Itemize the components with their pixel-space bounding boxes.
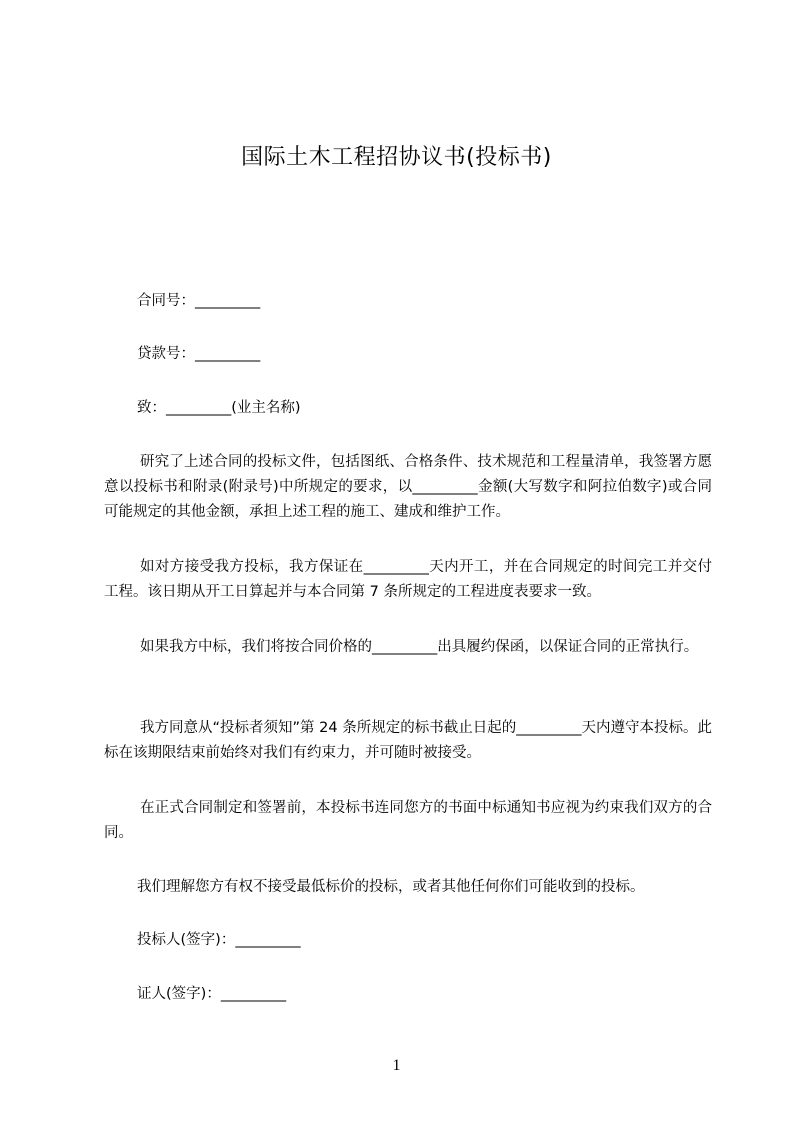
paragraph-performance-guarantee: 如果我方中标，我们将按合同价格的_________出具履约保函，以保证合同的正常执行。 <box>140 639 699 655</box>
loan-number-line: 贷款号：_________ <box>137 346 261 362</box>
contract-number-line: 合同号：_________ <box>137 293 261 309</box>
witness-signature-line: 证人(签字)：_________ <box>137 986 287 1002</box>
page-number: 1 <box>392 1057 401 1074</box>
document-title: 国际土木工程招协议书(投标书) <box>241 145 552 170</box>
addressee-line: 致：_________(业主名称) <box>137 400 301 416</box>
paragraph-validity: 我方同意从“投标者须知”第 24 条所规定的标书截止日起的_________天内遵守本投标。此标在该期限结束前始终对我们有约束力，并可随时被接受。 <box>104 720 712 761</box>
bidder-signature-line: 投标人(签字)：_________ <box>137 932 301 948</box>
paragraph-binding-contract: 在正式合同制定和签署前，本投标书连同您方的书面中标通知书应视为约束我们双方的合同。 <box>104 800 712 841</box>
paragraph-tender-offer: 研究了上述合同的投标文件，包括图纸、合格条件、技术规范和工程量清单，我签署方愿意以投标书和附录(附录号)中所规定的要求，以_________金额(大写数字和阿拉伯数字)或合同可能规定的其他金额，承担上述工程的施工、建成和维护工作。 <box>104 454 712 520</box>
paragraph-commencement: 如对方接受我方投标，我方保证在_________天内开工，并在合同规定的时间完工并交付工程。该日期从开工日算起并与本合同第 7 条所规定的工程进度表要求一致。 <box>104 559 712 600</box>
statement-lowest-bid: 我们理解您方有权不接受最低标价的投标，或者其他任何你们可能收到的投标。 <box>137 879 645 895</box>
